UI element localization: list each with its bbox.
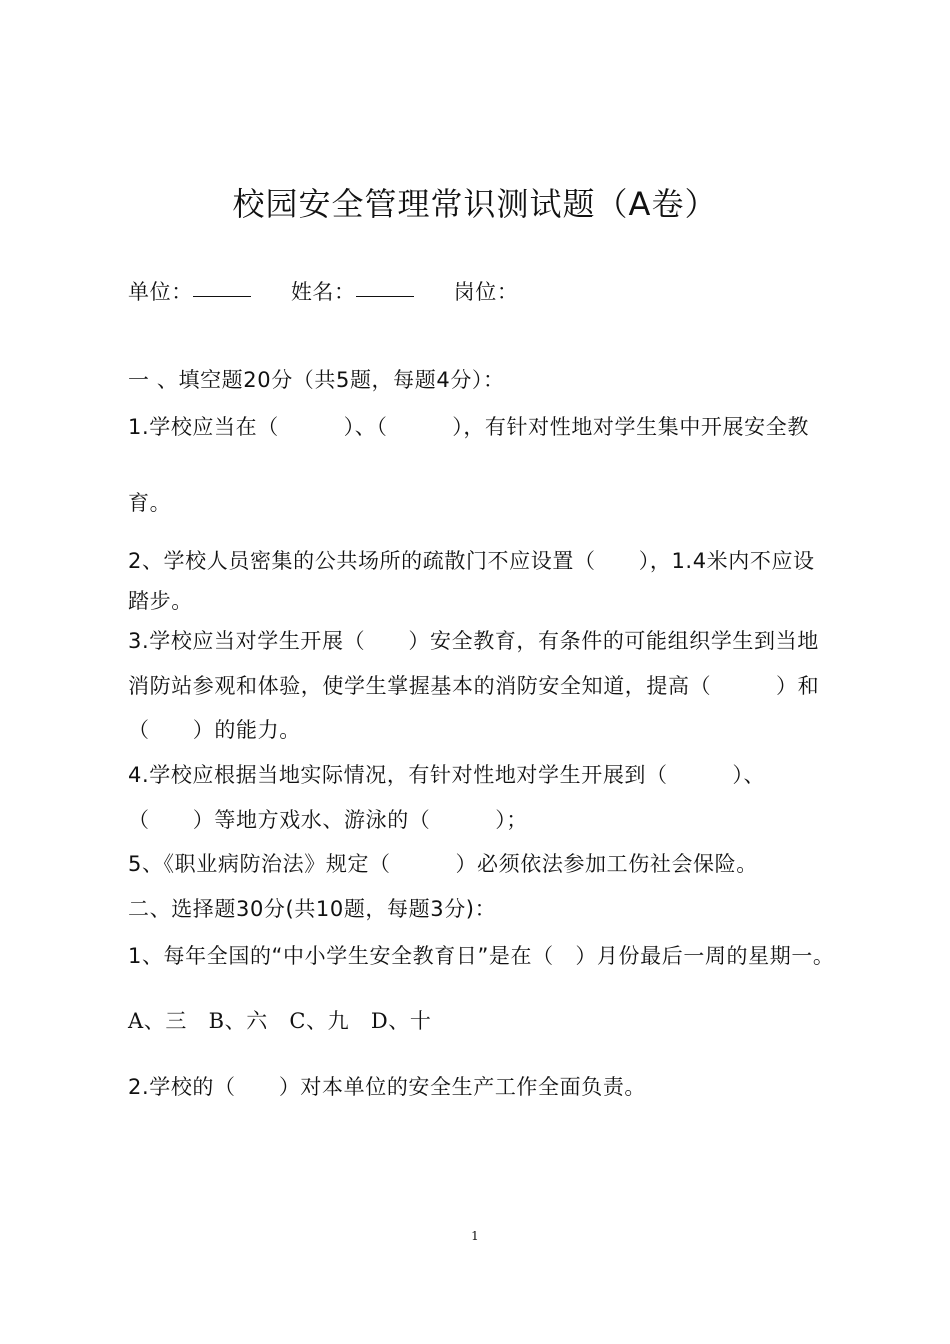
name-blank [356,295,414,297]
question-line: 2.学校的（ ）对本单位的安全生产工作全面负责。 [128,1075,647,1099]
unit-label: 单位： [128,280,193,304]
question-line: 5、《职业病防治法》规定（ ）必须依法参加工伤社会保险。 [128,852,758,876]
question-line: 3.学校应当对学生开展（ ）安全教育，有条件的可能组织学生到当地 [128,629,819,653]
name-label: 姓名： [290,280,356,304]
section-heading-choice: 二、选择题30分(共10题，每题3分)： [128,897,497,921]
question-line: （ ）的能力。 [128,718,301,742]
question-line: （ ）等地方戏水、游泳的（ ）； [128,808,528,832]
info-row [128,276,838,308]
question-line: 4.学校应根据当地实际情况，有针对性地对学生开展到（ ）、 [128,763,766,787]
question-line: 踏步。 [128,589,193,613]
post-label: 岗位： [453,280,519,304]
section-heading-fill: 一 、填空题20分（共5题，每题4分）： [128,368,505,392]
question-line: 育。 [128,491,172,515]
question-line: 1.学校应当在（ ）、（ ），有针对性地对学生集中开展安全教 [128,415,809,439]
question-line: 1、每年全国的“中小学生安全教育日”是在（ ）月份最后一周的星期一。 [128,944,835,968]
page-number: 1 [471,1229,479,1243]
question-line: 消防站参观和体验，使学生掌握基本的消防安全知道，提高（ ）和 [128,674,820,698]
question-line: 2、学校人员密集的公共场所的疏散门不应设置（ ），1.4米内不应设 [128,549,815,573]
unit-blank [193,295,251,297]
page-title: 校园安全管理常识测试题（A卷） [232,185,718,223]
answer-options: A、三 B、六 C、九 D、十 [128,1009,432,1033]
